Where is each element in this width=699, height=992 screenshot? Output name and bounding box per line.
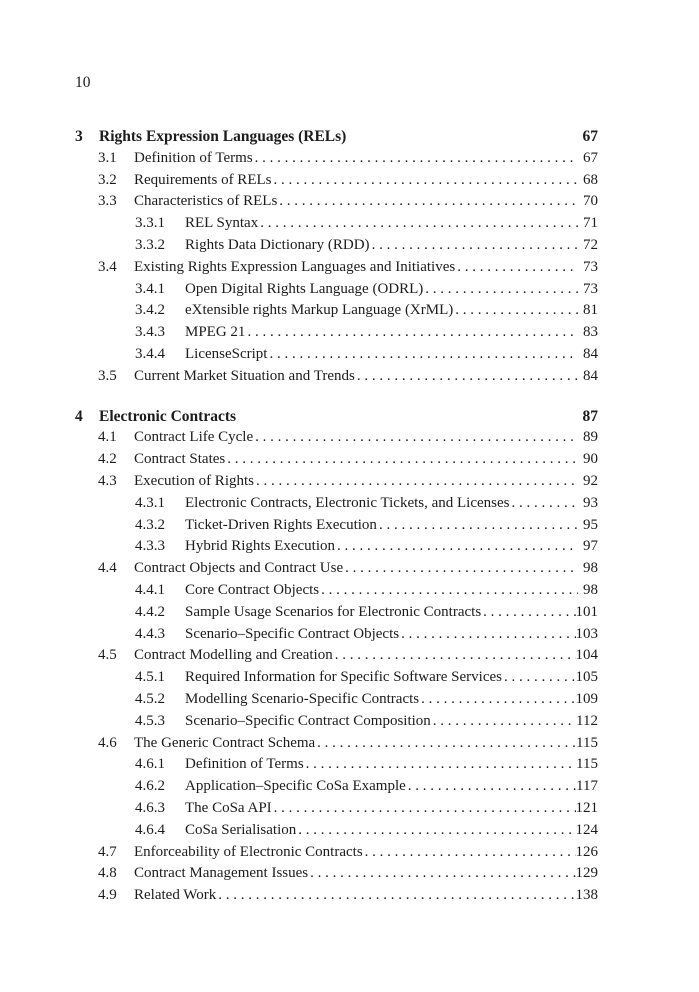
entry-number: 3.4.4 bbox=[135, 345, 165, 362]
entry-title: MPEG 21 bbox=[185, 324, 246, 341]
entry-page: 89 bbox=[583, 429, 598, 446]
dot-leader bbox=[377, 515, 578, 537]
entry-number: 4.5 bbox=[98, 647, 117, 664]
dot-leader bbox=[277, 191, 578, 213]
entry-page: 72 bbox=[583, 236, 598, 253]
toc-subsection-row[interactable] bbox=[75, 580, 598, 602]
toc-subsection-row[interactable] bbox=[75, 344, 598, 366]
dot-leader bbox=[304, 754, 576, 776]
entry-number: 4.6.3 bbox=[135, 799, 165, 816]
page-number: 10 bbox=[75, 74, 91, 91]
entry-number: 3.3 bbox=[98, 193, 117, 210]
entry-title: Open Digital Rights Language (ODRL) bbox=[185, 280, 424, 297]
chapter-number: 4 bbox=[75, 407, 83, 425]
entry-number: 3.2 bbox=[98, 171, 117, 188]
dot-leader bbox=[455, 257, 578, 279]
entry-number: 4.4.2 bbox=[135, 603, 165, 620]
entry-number: 4.2 bbox=[98, 451, 117, 468]
entry-page: 68 bbox=[583, 171, 598, 188]
entry-number: 4.5.1 bbox=[135, 669, 165, 686]
dot-leader bbox=[271, 170, 578, 192]
entry-page: 109 bbox=[575, 690, 598, 707]
dot-leader bbox=[431, 711, 576, 733]
toc-section-row[interactable] bbox=[75, 148, 598, 170]
toc-subsection-row[interactable] bbox=[75, 235, 598, 257]
toc-subsection-row[interactable] bbox=[75, 667, 598, 689]
toc-chapter-row[interactable] bbox=[75, 126, 598, 148]
entry-number: 4.3.1 bbox=[135, 494, 165, 511]
toc-section-row[interactable] bbox=[75, 471, 598, 493]
entry-number: 4.9 bbox=[98, 887, 117, 904]
dot-leader bbox=[253, 148, 578, 170]
chapter-page: 87 bbox=[582, 407, 598, 425]
toc-subsection-row[interactable] bbox=[75, 754, 598, 776]
entry-page: 98 bbox=[583, 581, 598, 598]
dot-leader bbox=[423, 279, 578, 301]
entry-title: Sample Usage Scenarios for Electronic Contracts bbox=[185, 603, 482, 620]
entry-title: Related Work bbox=[134, 887, 217, 904]
toc-subsection-row[interactable] bbox=[75, 300, 598, 322]
entry-page: 83 bbox=[583, 324, 598, 341]
entry-title: REL Syntax bbox=[185, 215, 259, 232]
toc-subsection-row[interactable] bbox=[75, 322, 598, 344]
toc-subsection-row[interactable] bbox=[75, 602, 598, 624]
entry-page: 126 bbox=[575, 843, 598, 860]
dot-leader bbox=[333, 645, 576, 667]
entry-number: 3.5 bbox=[98, 367, 117, 384]
chapter-title: Electronic Contracts bbox=[99, 407, 237, 425]
entry-title: Modelling Scenario-Specific Contracts bbox=[185, 690, 420, 707]
entry-number: 4.6.2 bbox=[135, 778, 165, 795]
entry-number: 4.3.3 bbox=[135, 538, 165, 555]
dot-leader bbox=[419, 689, 575, 711]
dot-leader bbox=[272, 798, 576, 820]
entry-page: 90 bbox=[583, 451, 598, 468]
toc-subsection-row[interactable] bbox=[75, 624, 598, 646]
entry-page: 121 bbox=[575, 799, 598, 816]
entry-number: 4.1 bbox=[98, 429, 117, 446]
entry-number: 4.3 bbox=[98, 472, 117, 489]
entry-title: Requirements of RELs bbox=[134, 171, 272, 188]
dot-leader bbox=[453, 300, 578, 322]
entry-title: Contract Management Issues bbox=[134, 865, 309, 882]
toc-subsection-row[interactable] bbox=[75, 213, 598, 235]
entry-title: Scenario–Specific Contract Composition bbox=[185, 712, 431, 729]
entry-page: 92 bbox=[583, 472, 598, 489]
entry-page: 73 bbox=[583, 258, 598, 275]
dot-leader bbox=[315, 733, 576, 755]
entry-title: Contract Life Cycle bbox=[134, 429, 254, 446]
entry-page: 95 bbox=[583, 516, 598, 533]
entry-page: 117 bbox=[576, 778, 598, 795]
entry-page: 138 bbox=[575, 887, 598, 904]
toc-subsection-row[interactable] bbox=[75, 493, 598, 515]
entry-page: 104 bbox=[575, 647, 598, 664]
dot-leader bbox=[258, 213, 578, 235]
chapter-page: 67 bbox=[582, 128, 598, 145]
dot-leader bbox=[319, 580, 578, 602]
toc-section-row[interactable] bbox=[75, 257, 598, 279]
entry-number: 4.6 bbox=[98, 734, 117, 751]
dot-leader bbox=[267, 344, 578, 366]
dot-leader bbox=[481, 602, 575, 624]
entry-title: Contract Objects and Contract Use bbox=[134, 560, 344, 577]
entry-title: CoSa Serialisation bbox=[185, 821, 297, 838]
toc-section-row[interactable] bbox=[75, 170, 598, 192]
entry-number: 4.4.1 bbox=[135, 581, 165, 598]
entry-title: Definition of Terms bbox=[134, 149, 253, 166]
entry-title: Characteristics of RELs bbox=[134, 193, 278, 210]
dot-leader bbox=[399, 624, 575, 646]
toc-subsection-row[interactable] bbox=[75, 279, 598, 301]
entry-page: 112 bbox=[576, 712, 598, 729]
toc-section-row[interactable] bbox=[75, 842, 598, 864]
entry-title: Current Market Situation and Trends bbox=[134, 367, 355, 384]
entry-title: LicenseScript bbox=[185, 345, 268, 362]
entry-number: 3.1 bbox=[98, 149, 117, 166]
toc-subsection-row[interactable] bbox=[75, 820, 598, 842]
entry-number: 4.6.4 bbox=[135, 821, 165, 838]
entry-page: 101 bbox=[575, 603, 598, 620]
entry-page: 81 bbox=[583, 302, 598, 319]
entry-number: 3.4.1 bbox=[135, 280, 165, 297]
toc-subsection-row[interactable] bbox=[75, 798, 598, 820]
entry-number: 3.4.3 bbox=[135, 324, 165, 341]
toc-section-row[interactable] bbox=[75, 885, 598, 907]
toc-section-row[interactable] bbox=[75, 645, 598, 667]
entry-title: Rights Data Dictionary (RDD) bbox=[185, 236, 370, 253]
entry-title: Ticket-Driven Rights Execution bbox=[185, 516, 377, 533]
entry-title: Definition of Terms bbox=[185, 756, 304, 773]
toc-section-row[interactable] bbox=[75, 558, 598, 580]
dot-leader bbox=[363, 842, 576, 864]
dot-leader bbox=[245, 322, 578, 344]
toc-section-row[interactable] bbox=[75, 366, 598, 388]
toc-section-row[interactable] bbox=[75, 449, 598, 471]
entry-title: Contract Modelling and Creation bbox=[134, 647, 333, 664]
entry-title: Enforceability of Electronic Contracts bbox=[134, 843, 363, 860]
table-of-contents bbox=[75, 126, 598, 907]
entry-title: Contract States bbox=[134, 451, 226, 468]
entry-title: Hybrid Rights Execution bbox=[185, 538, 335, 555]
entry-number: 4.4.3 bbox=[135, 625, 165, 642]
dot-leader bbox=[510, 493, 579, 515]
toc-section-row[interactable] bbox=[75, 733, 598, 755]
entry-number: 4.4 bbox=[98, 560, 117, 577]
dot-leader bbox=[254, 471, 578, 493]
entry-number: 4.8 bbox=[98, 865, 117, 882]
entry-page: 124 bbox=[575, 821, 598, 838]
entry-page: 73 bbox=[583, 280, 598, 297]
entry-page: 67 bbox=[583, 149, 598, 166]
dot-leader bbox=[406, 776, 576, 798]
entry-page: 70 bbox=[583, 193, 598, 210]
entry-number: 3.4 bbox=[98, 258, 117, 275]
entry-number: 4.3.2 bbox=[135, 516, 165, 533]
entry-title: Core Contract Objects bbox=[185, 581, 320, 598]
chapter-title: Rights Expression Languages (RELs) bbox=[99, 128, 347, 145]
entry-number: 4.5.3 bbox=[135, 712, 165, 729]
dot-leader bbox=[308, 863, 575, 885]
entry-number: 3.3.2 bbox=[135, 236, 165, 253]
entry-title: Scenario–Specific Contract Objects bbox=[185, 625, 400, 642]
chapter-number: 3 bbox=[75, 128, 83, 145]
entry-page: 93 bbox=[583, 494, 598, 511]
dot-leader bbox=[335, 536, 578, 558]
entry-title: The Generic Contract Schema bbox=[134, 734, 316, 751]
entry-title: Required Information for Specific Software Services bbox=[185, 669, 502, 686]
toc-subsection-row[interactable] bbox=[75, 515, 598, 537]
entry-page: 98 bbox=[583, 560, 598, 577]
entry-page: 115 bbox=[576, 734, 598, 751]
entry-title: The CoSa API bbox=[185, 799, 272, 816]
entry-title: Electronic Contracts, Electronic Tickets, and Licenses bbox=[185, 494, 510, 511]
entry-page: 103 bbox=[575, 625, 598, 642]
dot-leader bbox=[216, 885, 575, 907]
entry-title: Execution of Rights bbox=[134, 472, 254, 489]
dot-leader bbox=[355, 366, 578, 388]
dot-leader bbox=[502, 667, 576, 689]
entry-page: 105 bbox=[575, 669, 598, 686]
entry-title: Existing Rights Expression Languages and Initiatives bbox=[134, 258, 456, 275]
entry-title: eXtensible rights Markup Language (XrML) bbox=[185, 302, 454, 319]
entry-page: 97 bbox=[583, 538, 598, 555]
toc-subsection-row[interactable] bbox=[75, 536, 598, 558]
entry-page: 84 bbox=[583, 345, 598, 362]
toc-section-row[interactable] bbox=[75, 191, 598, 213]
dot-leader bbox=[225, 449, 578, 471]
toc-chapter-row[interactable] bbox=[75, 406, 598, 428]
entry-number: 3.3.1 bbox=[135, 215, 165, 232]
entry-page: 84 bbox=[583, 367, 598, 384]
toc-subsection-row[interactable] bbox=[75, 711, 598, 733]
entry-page: 115 bbox=[576, 756, 598, 773]
entry-number: 4.5.2 bbox=[135, 690, 165, 707]
entry-number: 4.7 bbox=[98, 843, 117, 860]
entry-number: 4.6.1 bbox=[135, 756, 165, 773]
toc-subsection-row[interactable] bbox=[75, 689, 598, 711]
toc-section-row[interactable] bbox=[75, 863, 598, 885]
toc-section-row[interactable] bbox=[75, 427, 598, 449]
dot-leader bbox=[296, 820, 575, 842]
dot-leader bbox=[343, 558, 578, 580]
entry-title: Application–Specific CoSa Example bbox=[185, 778, 406, 795]
chapter-gap bbox=[75, 388, 598, 406]
toc-subsection-row[interactable] bbox=[75, 776, 598, 798]
dot-leader bbox=[253, 427, 578, 449]
entry-page: 129 bbox=[575, 865, 598, 882]
entry-page: 71 bbox=[583, 215, 598, 232]
dot-leader bbox=[370, 235, 578, 257]
entry-number: 3.4.2 bbox=[135, 302, 165, 319]
